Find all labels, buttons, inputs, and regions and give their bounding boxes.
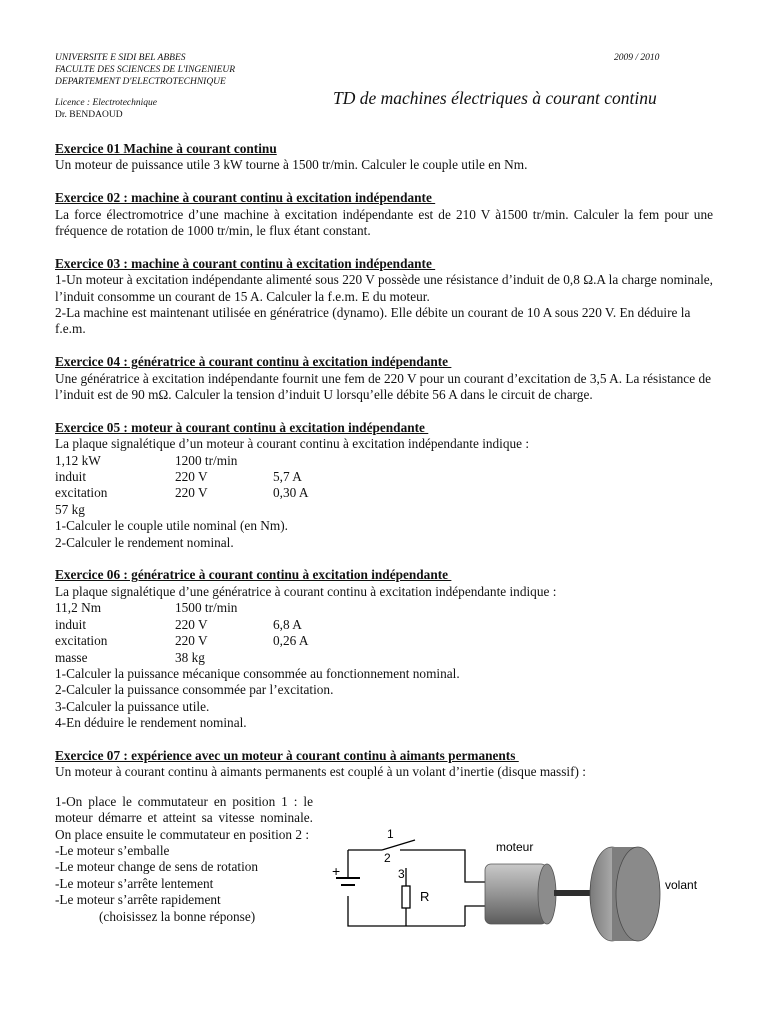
question: 2-Calculer le rendement nominal. [55, 534, 234, 550]
nameplate-cell: 11,2 Nm [55, 600, 102, 616]
header-faculty: FACULTE DES SCIENCES DE L'INGENIEUR [55, 65, 236, 75]
answer-option: -Le moteur s’arrête lentement [55, 875, 214, 891]
nameplate-cell: masse [55, 649, 88, 665]
motor-label: moteur [496, 840, 534, 854]
nameplate-cell: induit [55, 616, 87, 632]
exercise-text: Un moteur de puissance utile 3 kW tourne à 1500 tr/min. Calculer le couple utile en Nm. [55, 157, 528, 173]
instruction: (choisissez la bonne réponse) [99, 908, 256, 924]
exercise-title: Exercice 01 Machine à courant continu [55, 141, 277, 156]
nameplate-cell: 38 kg [175, 649, 205, 665]
answer-option: -Le moteur change de sens de rotation [55, 859, 259, 875]
nameplate-cell: 5,7 A [273, 469, 302, 485]
flywheel [590, 847, 660, 941]
exercise-text: Une génératrice à excitation indépendante fournit une fem de 220 V pour un courant d’excitation de 3,5 A. La résistance de l’induit est de 90 mΩ. Calculer la tension d’induit U lorsqu’elle débite 56 A dans le circuit de charge. [55, 370, 711, 403]
exercise-text: Un moteur à courant continu à aimants permanents est couplé à un volant d’inertie (disque massif) : [55, 764, 586, 780]
battery-plus-label: + [332, 863, 341, 879]
nameplate-cell: 220 V [175, 469, 208, 485]
exercise-05 [55, 420, 713, 551]
answer-option: -Le moteur s’emballe [55, 842, 170, 858]
switch-position-1-label: 1 [387, 827, 394, 841]
motor-body [485, 864, 556, 924]
exercise-title: Exercice 02 : machine à courant continu à excitation indépendante [55, 190, 436, 206]
page-title: TD de machines électriques à courant continu [333, 88, 657, 108]
nameplate-cell: 0,30 A [273, 485, 309, 501]
flywheel-label: volant [665, 878, 698, 892]
exercise-text: La plaque signalétique d’un moteur à courant continu à excitation indépendante indique : [55, 436, 530, 452]
exercise-title: Exercice 05 : moteur à courant continu à excitation indépendante [55, 419, 429, 435]
answer-option: -Le moteur s’arrête rapidement [55, 892, 221, 908]
exercise-title: Exercice 06 : génératrice à courant continu à excitation indépendante [55, 567, 452, 583]
header-year: 2009 / 2010 [614, 53, 660, 63]
question: 1-On place le commutateur en position 1 : le moteur démarre et atteint sa vitesse nominale. On place ensuite le commutateur en position 2 : [55, 793, 313, 842]
nameplate-row [55, 650, 713, 666]
question: 4-En déduire le rendement nominal. [55, 715, 247, 731]
exercise-02 [55, 190, 713, 239]
nameplate-cell: 0,26 A [273, 633, 309, 649]
nameplate-row [55, 485, 713, 501]
exercise-03 [55, 256, 713, 338]
nameplate-row [55, 633, 713, 649]
header-university: UNIVERSITE E SIDI BEL ABBES [55, 53, 186, 63]
nameplate-row [55, 453, 713, 469]
exercise-06 [55, 567, 713, 731]
nameplate-cell: 1,12 kW [55, 452, 101, 468]
motor-circuit-figure [320, 826, 760, 946]
question: 1-Calculer le couple utile nominal (en Nm). [55, 518, 288, 534]
switch-position-2-label: 2 [384, 851, 391, 865]
exercise-list [55, 141, 713, 925]
nameplate-row [55, 600, 713, 616]
exercise-text: 2-La machine est maintenant utilisée en génératrice (dynamo). Elle débite un courant de 10 A sous 220 V. En déduire la f.e.m. [55, 305, 691, 337]
nameplate-row [55, 469, 713, 485]
exercise-text: La force électromotrice d’une machine à excitation indépendante est de 210 V à1500 tr/min. Calculer la fem pour une fréquence de rotation de 1000 tr/min, le flux étant constant. [55, 206, 713, 239]
exercise-title: Exercice 03 : machine à courant continu à excitation indépendante [55, 255, 436, 271]
switch-position-3-label: 3 [398, 867, 405, 881]
exercise-text: 1-Un moteur à excitation indépendante alimenté sous 220 V possède une résistance d’induit de 0,8 Ω.A la charge nominale, l’induit consomme un courant de 15 A. Calculer la f.e.m. E du moteur. [55, 272, 713, 304]
question: 1-Calculer la puissance mécanique consommée au fonctionnement nominal. [55, 665, 460, 681]
nameplate-cell: 220 V [175, 616, 208, 632]
nameplate-cell: 57 kg [55, 501, 85, 517]
header-teacher: Dr. BENDAOUD [55, 110, 123, 120]
nameplate-cell: 220 V [175, 633, 208, 649]
exercise-04 [55, 354, 713, 403]
exercise-01 [55, 141, 713, 174]
nameplate-row [55, 502, 713, 518]
nameplate-cell: 1500 tr/min [175, 600, 238, 616]
question: 3-Calculer la puissance utile. [55, 698, 210, 714]
question: 2-Calculer la puissance consommée par l’excitation. [55, 682, 334, 698]
nameplate-cell: excitation [55, 633, 108, 649]
motor-shaft [554, 890, 594, 896]
exercise-title: Exercice 07 : expérience avec un moteur à courant continu à aimants permanents [55, 747, 519, 763]
circuit-wires [336, 840, 488, 926]
nameplate-row [55, 617, 713, 633]
nameplate-cell: 220 V [175, 485, 208, 501]
resistor-label: R [420, 889, 430, 904]
nameplate-cell: 6,8 A [273, 616, 302, 632]
nameplate-cell: excitation [55, 485, 108, 501]
nameplate-cell: induit [55, 469, 87, 485]
exercise-title: Exercice 04 : génératrice à courant continu à excitation indépendante [55, 354, 452, 370]
exercise-text: La plaque signalétique d’une génératrice à courant continu à excitation indépendante indique : [55, 583, 557, 599]
header-license: Licence : Electrotechnique [55, 98, 157, 108]
header-department: DEPARTEMENT D'ELECTROTECHNIQUE [55, 77, 226, 87]
nameplate-cell: 1200 tr/min [175, 452, 238, 468]
